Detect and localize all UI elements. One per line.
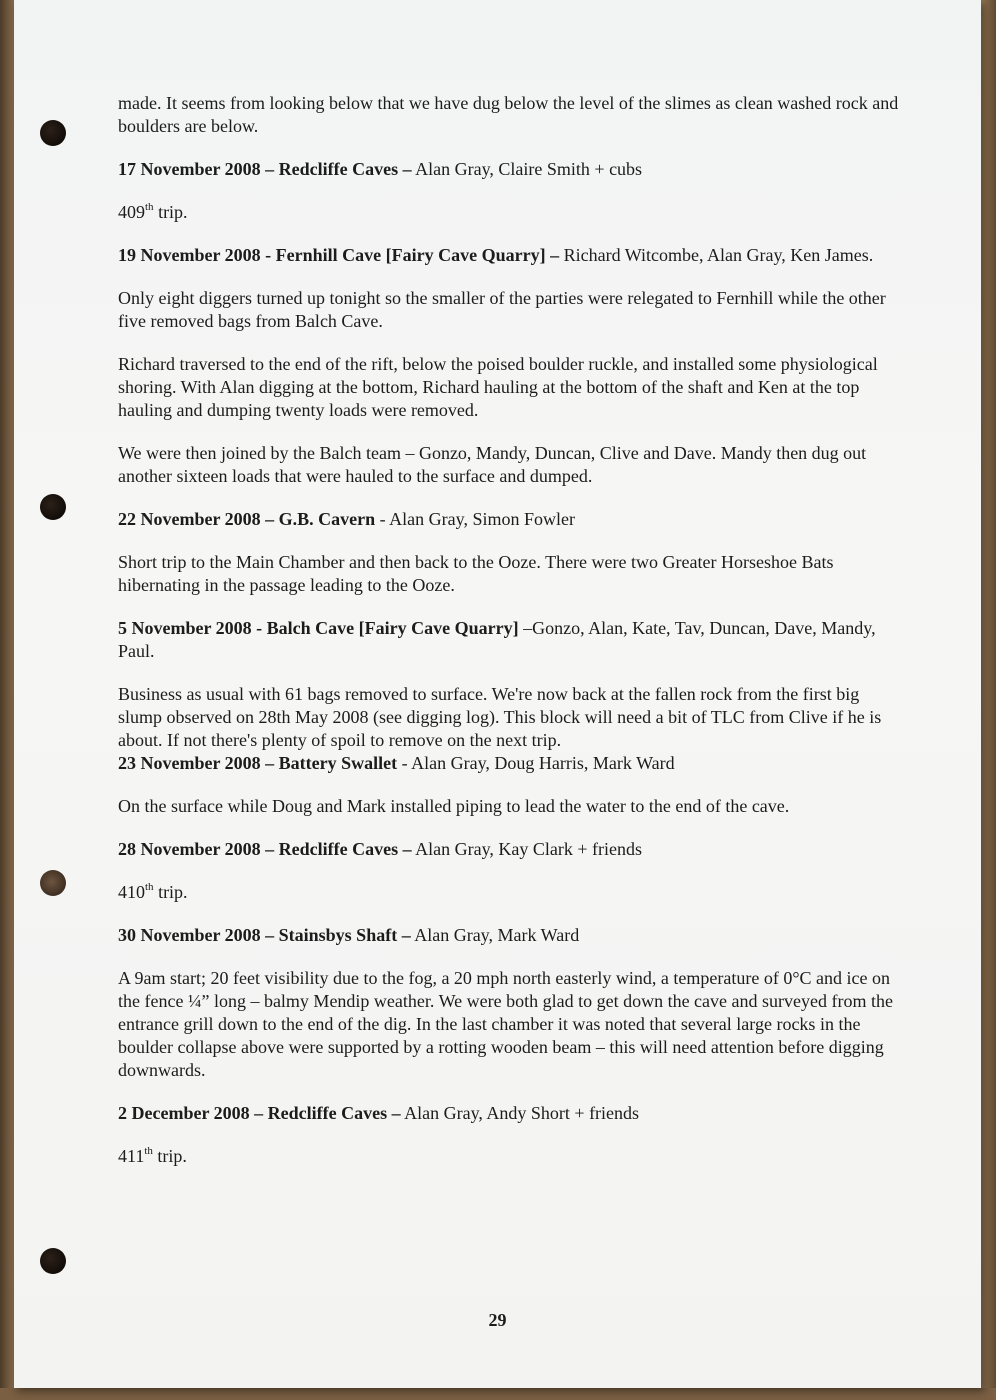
entry-paragraph: We were then joined by the Balch team – Gonzo, Mandy, Duncan, Clive and Dave. Mandy then dug out another sixteen loads that were hauled to the surface and dumped. [118, 443, 867, 486]
trip-suffix: th [145, 201, 154, 213]
entry-heading: 30 November 2008 – Stainsbys Shaft – [118, 925, 411, 945]
entry-header [118, 1102, 904, 1125]
trip-count [118, 1145, 904, 1168]
trip-number: 410 [118, 882, 145, 902]
trip-number: 411 [118, 1146, 145, 1166]
entry-people: - Alan Gray, Doug Harris, Mark Ward [397, 753, 675, 773]
entry-heading: 28 November 2008 – Redcliffe Caves – [118, 839, 412, 859]
entry-people: Richard Witcombe, Alan Gray, Ken James. [559, 245, 874, 265]
entry-people: Alan Gray, Kay Clark + friends [411, 839, 643, 859]
trip-word: trip. [152, 1146, 187, 1166]
entry-people: Alan Gray, Mark Ward [410, 925, 580, 945]
trip-word: trip. [153, 202, 188, 222]
entry-header [118, 244, 904, 267]
entry-heading: 17 November 2008 – Redcliffe Caves – [118, 159, 412, 179]
entry-paragraph: Short trip to the Main Chamber and then back to the Ooze. There were two Greater Horseshoe Bats hibernating in the passage leading to the Ooze. [118, 552, 834, 595]
entry-paragraph: On the surface while Doug and Mark installed piping to lead the water to the end of the cave. [118, 796, 790, 816]
desk-background-right [980, 0, 996, 1400]
entry-people: - Alan Gray, Simon Fowler [375, 509, 575, 529]
entry-header [118, 752, 904, 775]
entry-paragraph: A 9am start; 20 feet visibility due to the fog, a 20 mph north easterly wind, a temperature of 0°C and ice on the fence ¼” long – balmy Mendip weather. We were both glad to get down the cave and surveyed from the entrance grill down to the end of the dig. In the last chamber it was noted that several large rocks in the boulder collapse above were supported by a rotting wooden beam – this will need attention before digging downwards. [118, 968, 893, 1080]
paper-page [14, 0, 981, 1388]
trip-count [118, 201, 904, 224]
entry-heading: 22 November 2008 – G.B. Cavern [118, 509, 376, 529]
trip-suffix: th [145, 881, 154, 893]
desk-background-left [0, 0, 14, 1400]
punch-hole [40, 494, 66, 520]
entry-heading: 23 November 2008 – Battery Swallet [118, 753, 398, 773]
punch-hole [40, 120, 66, 146]
entry-paragraph: Only eight diggers turned up tonight so the smaller of the parties were relegated to Fernhill while the other five removed bags from Balch Cave. [118, 288, 886, 331]
punch-hole [40, 870, 66, 896]
intro-paragraph: made. It seems from looking below that we have dug below the level of the slimes as clean washed rock and boulders are below. [118, 93, 899, 136]
entry-people: –Gonzo, Alan, Kate, Tav, Duncan, Dave, Mandy, Paul. [118, 618, 876, 661]
page-number: 29 [488, 1310, 507, 1330]
trip-number: 409 [118, 202, 145, 222]
punch-hole [40, 1248, 66, 1274]
entry-header [118, 158, 904, 181]
entry-heading: 5 November 2008 - Balch Cave [Fairy Cave Quarry] [118, 618, 519, 638]
trip-count [118, 881, 904, 904]
entry-people: Alan Gray, Andy Short + friends [400, 1103, 640, 1123]
trip-suffix: th [144, 1145, 153, 1157]
trip-word: trip. [153, 882, 188, 902]
desk-background-bottom [0, 1388, 996, 1400]
entry-header [118, 617, 904, 663]
entry-heading: 19 November 2008 - Fernhill Cave [Fairy Cave Quarry] – [118, 245, 560, 265]
entry-header [118, 838, 904, 861]
entry-header [118, 924, 904, 947]
entry-header [118, 508, 904, 531]
entry-heading: 2 December 2008 – Redcliffe Caves – [118, 1103, 401, 1123]
document-body [118, 92, 904, 1188]
entry-paragraph: Business as usual with 61 bags removed to surface. We're now back at the fallen rock from the first big slump observed on 28th May 2008 (see digging log). This block will need a bit of TLC from Clive if he is about. If not there's plenty of spoil to remove on the next trip. [118, 684, 882, 750]
entry-paragraph: Richard traversed to the end of the rift, below the poised boulder ruckle, and installed some physiological shoring. With Alan digging at the bottom, Richard hauling at the bottom of the shaft and Ken at the top hauling and dumping twenty loads were removed. [118, 354, 878, 420]
entry-people: Alan Gray, Claire Smith + cubs [411, 159, 643, 179]
